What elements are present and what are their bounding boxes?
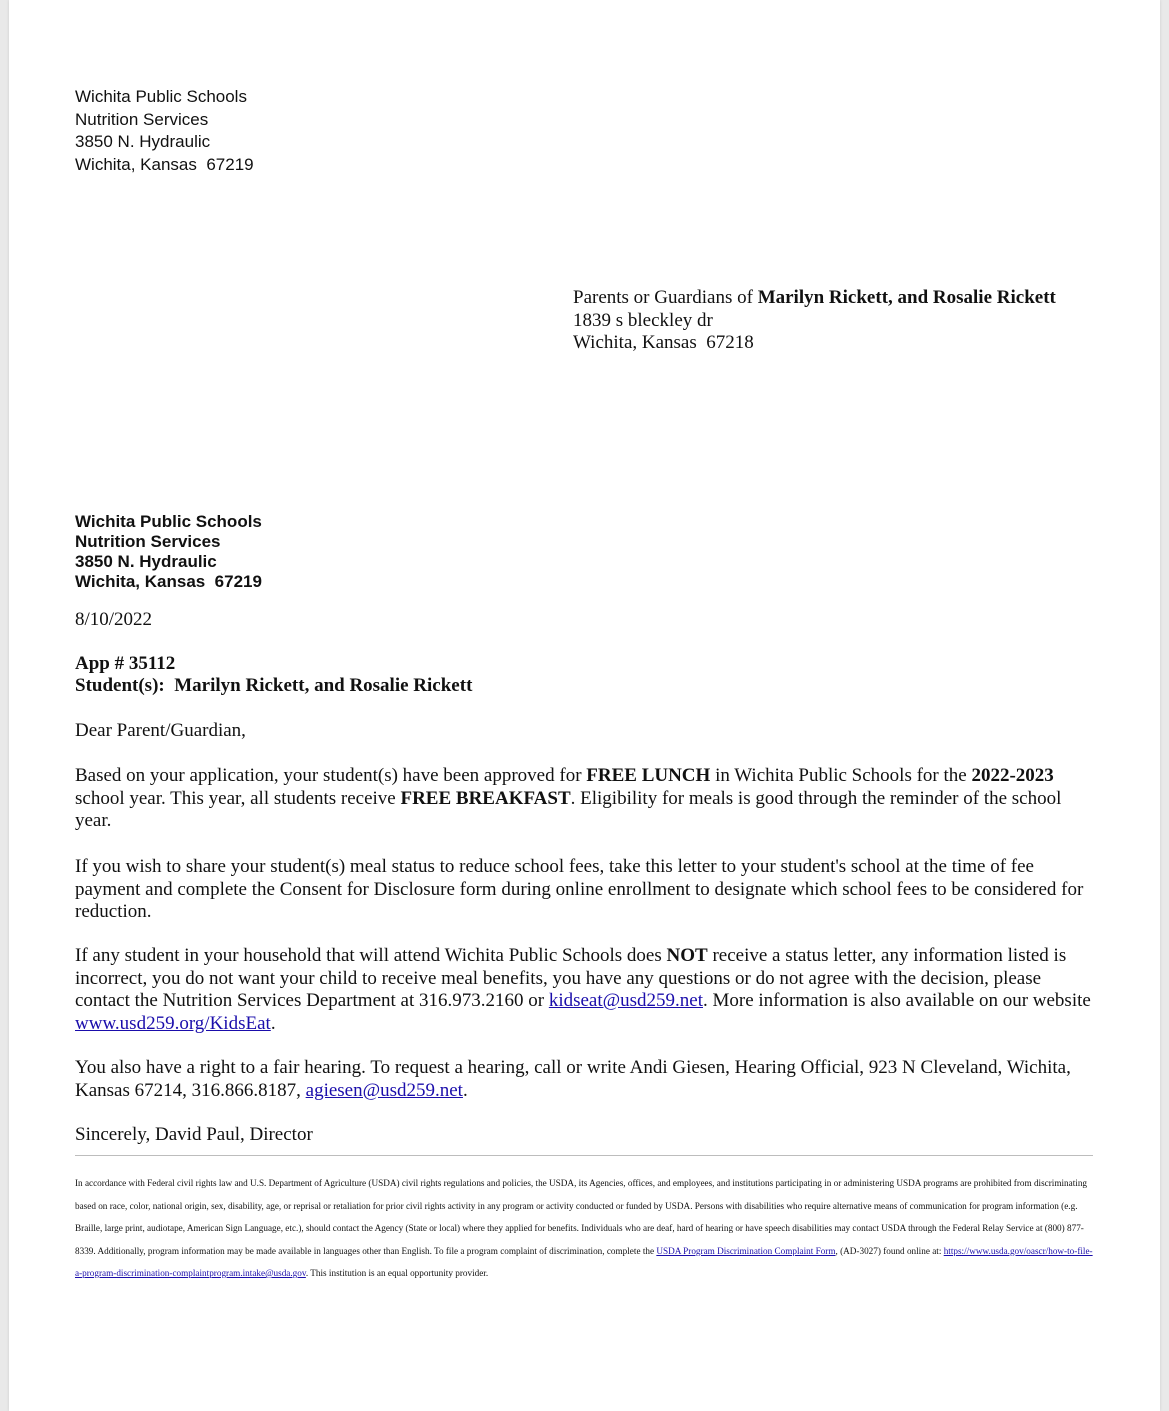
complaint-form-link[interactable]: USDA Program Discrimination Complaint Form	[656, 1245, 836, 1256]
return-address-line: Wichita, Kansas 67219	[75, 154, 254, 174]
approval-text: . Eligibility for meals is good through the reminder of the school year.	[75, 787, 1062, 831]
recipient-prefix: Parents or Guardians of	[573, 287, 758, 308]
approval-text: Based on your application, your student(s) have been approved for	[75, 765, 587, 786]
recipient-names: Marilyn Rickett, and Rosalie Rickett	[757, 287, 1056, 308]
free-breakfast-text: FREE BREAKFAST	[400, 787, 571, 809]
contact-paragraph	[75, 945, 1095, 1035]
students-label: Student(s):	[75, 675, 165, 696]
footer-divider	[75, 1155, 1093, 1156]
contact-text: .	[270, 1012, 276, 1034]
usda-complaint-url-link[interactable]: https://www.usda.gov/oascr/how-to-file-a-program-discrimination-complaint	[75, 1245, 1093, 1278]
sender-address-line: Wichita Public Schools	[75, 512, 262, 531]
application-info	[75, 653, 472, 697]
nondiscrimination-notice	[75, 1172, 1095, 1285]
hearing-text: You also have a right to a fair hearing. To request a hearing, call or write Andi Giesen, Hearing Official, 923 N Cleveland, Wichita, Kansas 67214, 316.866.8187,	[75, 1057, 1071, 1101]
fees-paragraph: If you wish to share your student(s) meal status to reduce school fees, take this letter to your student's school at the time of fee payment and complete the Consent for Disclosure form during online enrollment to designate which school fees to be considered for reduction.	[75, 856, 1084, 922]
return-address-line: Nutrition Services	[75, 109, 209, 129]
letter-page	[9, 0, 1160, 1411]
hearing-paragraph	[75, 1057, 1095, 1102]
contact-text: receive a status letter, any information listed is incorrect, you do not want your child to receive meal benefits, you have any questions or do not agree with the decision, please contact the Nutrition Services Department at 316.973.2160 or	[75, 945, 1067, 1011]
letter-date: 8/10/2022	[75, 609, 153, 630]
program-intake-email-link[interactable]: program.intake@usda.gov	[209, 1268, 306, 1278]
salutation: Dear Parent/Guardian,	[75, 720, 246, 741]
hearing-text: .	[462, 1079, 468, 1101]
school-year-text: 2022-2023	[971, 765, 1054, 786]
notice-text: In accordance with Federal civil rights law and U.S. Department of Agriculture (USDA) civil rights regulations and policies, the USDA, its Agencies, offices, and employees, and institutions participating in or administering USDA programs are prohibited from discriminating based on race, color, national origin, sex, disability, age, or reprisal or retaliation for prior civil rights activity in any program or activity conducted or funded by USDA. Persons with disabilities who require alternative means of communication for program information (e.g. Braille, large print, audiotape, American Sign Language, etc.), should contact the Agency (State or local) where they applied for benefits. Individuals who are deaf, hard of hearing or have speech disabilities may contact USDA through the Federal Relay Service at (800) 877-8339. Additionally, program information may be made available in languages other than English. To file a program complaint of discrimination, complete the	[75, 1178, 1088, 1256]
students-names: Marilyn Rickett, and Rosalie Rickett	[174, 675, 473, 696]
recipient-street: 1839 s bleckley dr	[573, 309, 713, 331]
recipient-address	[573, 287, 1056, 355]
return-address-line: Wichita Public Schools	[75, 87, 247, 106]
return-address-line: 3850 N. Hydraulic	[75, 132, 211, 151]
approval-text: in Wichita Public Schools for the	[710, 765, 972, 786]
application-number: App # 35112	[75, 653, 176, 674]
closing-signature: Sincerely, David Paul, Director	[75, 1124, 313, 1145]
approval-paragraph	[75, 765, 1095, 833]
approval-text: school year. This year, all students receive	[75, 787, 401, 809]
kidseat-website-link[interactable]: www.usd259.org/KidsEat	[75, 1012, 271, 1034]
sender-address-line: 3850 N. Hydraulic	[75, 552, 217, 571]
kidseat-email-link[interactable]: kidseat@usd259.net	[548, 990, 703, 1011]
sender-address	[75, 512, 262, 592]
students-line	[75, 675, 472, 697]
contact-text: . More information is also available on our website	[703, 990, 1091, 1011]
sender-address-line: Wichita, Kansas 67219	[75, 572, 262, 591]
not-emphasis: NOT	[666, 945, 708, 966]
sender-address-line: Nutrition Services	[75, 532, 221, 551]
recipient-name-line	[573, 287, 1056, 310]
hearing-email-link[interactable]: agiesen@usd259.net	[305, 1079, 463, 1101]
free-lunch-text: FREE LUNCH	[586, 765, 711, 786]
return-address	[75, 86, 254, 176]
contact-text: If any student in your household that will attend Wichita Public Schools does	[75, 945, 667, 966]
notice-text: , (AD-3027) found online at:	[835, 1245, 944, 1256]
notice-text: . This institution is an equal opportunity provider.	[305, 1268, 489, 1278]
recipient-city: Wichita, Kansas 67218	[573, 332, 754, 353]
